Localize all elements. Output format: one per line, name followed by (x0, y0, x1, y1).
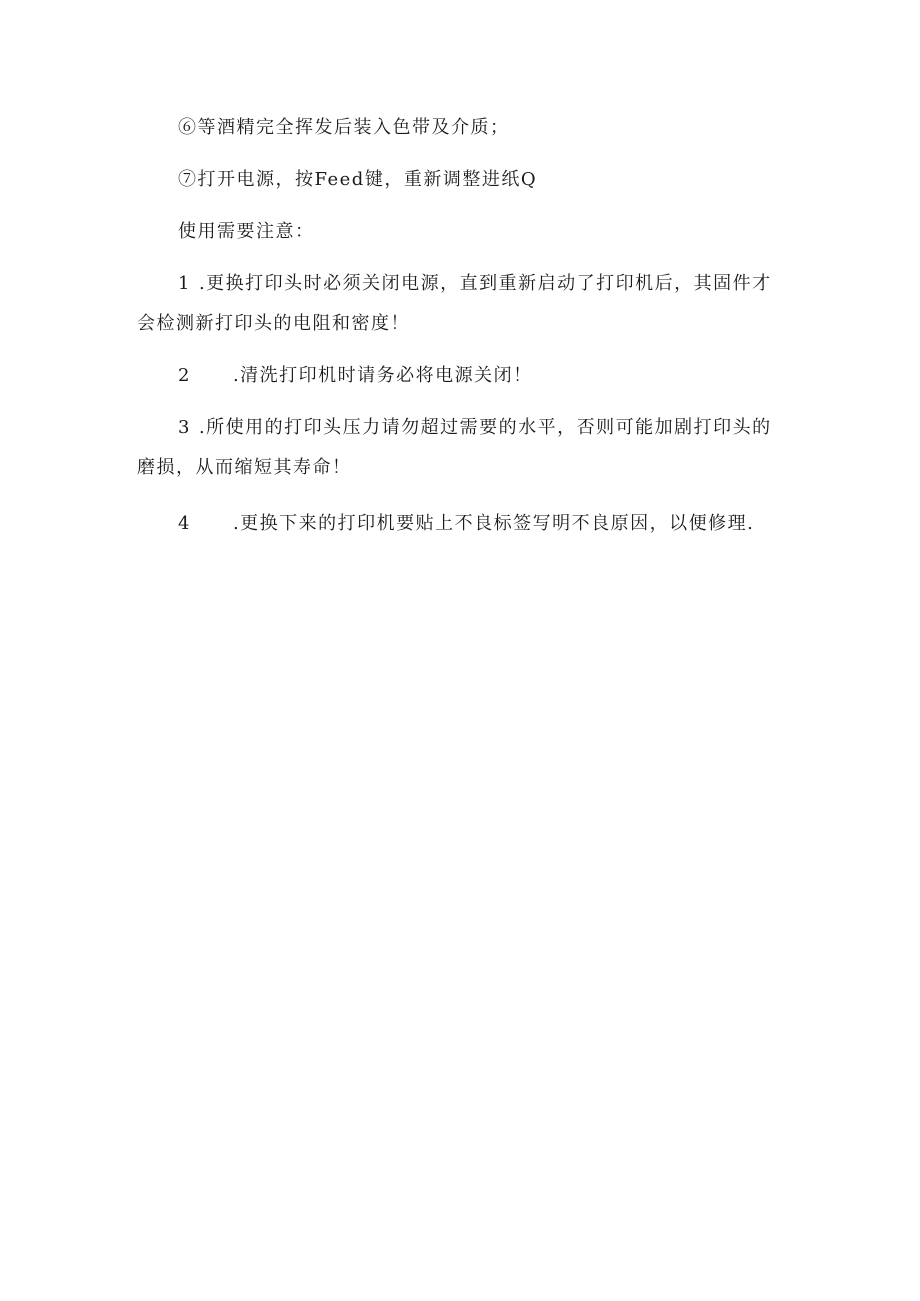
note-1-text: .更换打印头时必须关闭电源，直到重新启动了打印机后，其固件才 (198, 273, 772, 294)
note-1-number: 1 (178, 273, 191, 294)
note-2 (178, 364, 533, 388)
note-4-text: .更换下来的打印机要贴上不良标签写明不良原因，以便修理. (232, 513, 755, 534)
note-2-text: .清洗打印机时请务必将电源关闭！ (232, 365, 533, 386)
note-3-text: .所使用的打印头压力请勿超过需要的水平，否则可能加剧打印头的 (198, 417, 772, 438)
note-1-line-1 (178, 272, 772, 296)
note-4-number: 4 (178, 513, 191, 534)
note-3-line-1 (178, 416, 772, 440)
notes-heading: 使用需要注意： (178, 221, 315, 242)
note-1-line-2: 会检测新打印头的电阻和密度！ (137, 313, 410, 334)
note-4 (178, 512, 754, 536)
note-3-line-2: 磨损，从而缩短其寿命！ (137, 457, 352, 478)
step-6: ⑥等酒精完全挥发后装入色带及介质； (178, 117, 510, 138)
note-3-number: 3 (178, 417, 191, 438)
step-7: ⑦打开电源，按Feed键，重新调整进纸Q (178, 169, 538, 190)
note-2-number: 2 (178, 365, 191, 386)
